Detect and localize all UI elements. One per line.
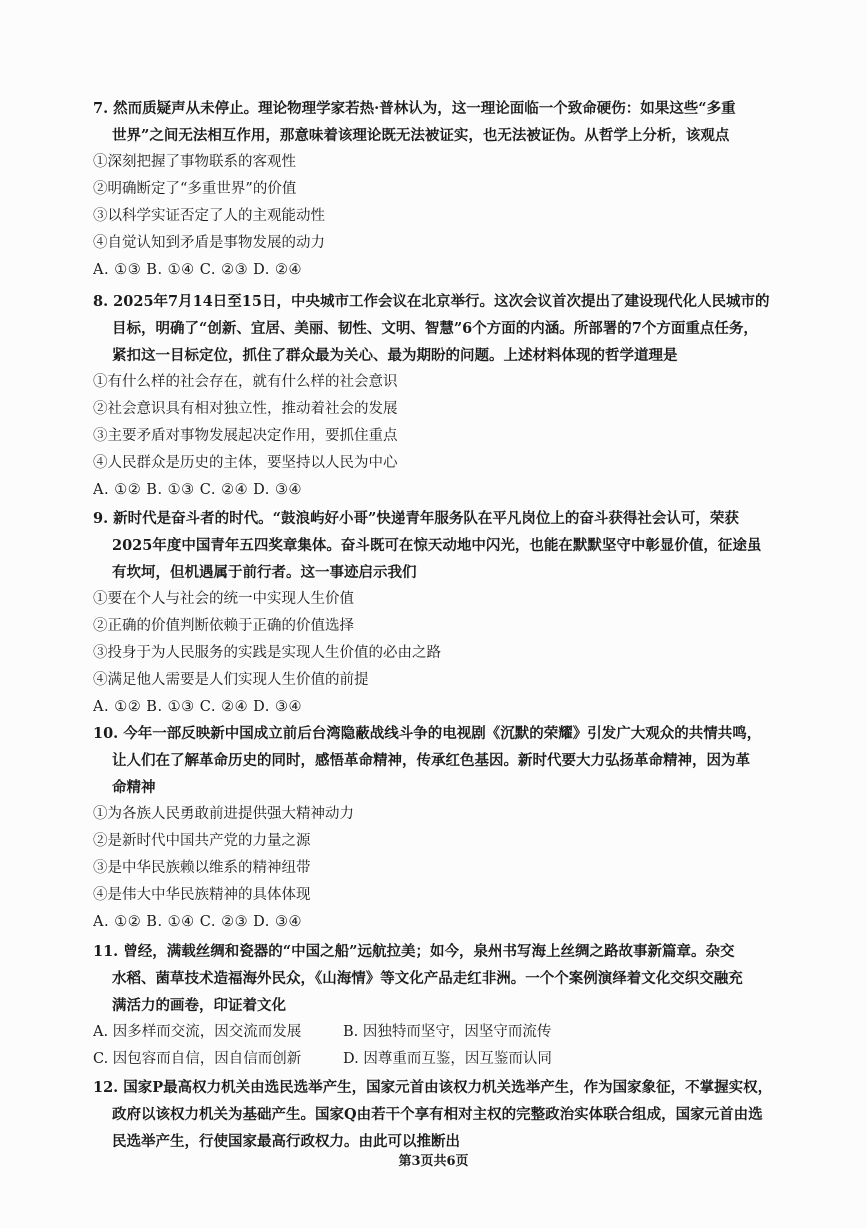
statement-2: ②正确的价值判断依赖于正确的价值选择 — [93, 618, 354, 634]
answer-choices-row — [93, 1019, 793, 1046]
statement-1: ①深刻把握了事物联系的客观性 — [93, 154, 296, 170]
answer-choices: A. ①③ B. ①④ C. ②③ D. ②④ — [93, 262, 303, 278]
question-stem-line: 8. 2025年7月14日至15日，中央城市工作会议在北京举行。这次会议首次提出了建设现代化人民城市的 — [93, 293, 770, 310]
statement-3: ③是中华民族赖以维系的精神纽带 — [93, 860, 311, 876]
question-stem-line: 9. 新时代是奋斗者的时代。“鼓浪屿好小哥”快递青年服务队在平凡岗位上的奋斗获得社会认可，荣获 — [93, 510, 739, 527]
statement-4: ④是伟大中华民族精神的具体体现 — [93, 887, 311, 903]
question-10 — [93, 720, 793, 936]
statement-1: ①要在个人与社会的统一中实现人生价值 — [93, 591, 354, 607]
question-stem-line: 7. 然而质疑声从未停止。理论物理学家若热·普林认为，这一理论面临一个致命硬伤：如果这些“多重 — [93, 100, 736, 117]
answer-choices: A. ①② B. ①④ C. ②③ D. ③④ — [93, 914, 303, 930]
question-stem-line: 目标，明确了“创新、宜居、美丽、韧性、文明、智慧”6个方面的内涵。所部署的7个方面重点任务， — [112, 320, 758, 337]
answer-choices-row — [93, 1046, 793, 1073]
question-stem-line: 政府以该权力机关为基础产生。国家Q由若干个享有相对主权的完整政治实体联合组成，国家元首由选 — [112, 1106, 763, 1123]
question-stem-line: 11. 曾经，满载丝绸和瓷器的“中国之船”远航拉美；如今，泉州书写海上丝绸之路故事新篇章。杂交 — [93, 943, 735, 960]
question-stem-line: 有坎坷，但机遇属于前行者。这一事迹启示我们 — [112, 564, 417, 581]
statement-3: ③主要矛盾对事物发展起决定作用，要抓住重点 — [93, 428, 398, 444]
answer-choices: A. ①② B. ①③ C. ②④ D. ③④ — [93, 699, 303, 715]
statement-4: ④自觉认知到矛盾是事物发展的动力 — [93, 235, 325, 251]
answer-choices: A. ①② B. ①③ C. ②④ D. ③④ — [93, 482, 303, 498]
question-stem-line: 水稻、菌草技术造福海外民众，《山海情》等文化产品走红非洲。一个个案例演绎着文化交织交融充 — [112, 970, 743, 987]
choice-b: B. 因独特而坚守，因坚守而流传 — [343, 1024, 552, 1040]
question-11 — [93, 938, 793, 1073]
question-stem-line: 世界”之间无法相互作用，那意味着该理论既无法被证实，也无法被证伪。从哲学上分析，该观点 — [112, 127, 730, 144]
question-stem-line: 紧扣这一目标定位，抓住了群众最为关心、最为期盼的问题。上述材料体现的哲学道理是 — [112, 347, 678, 364]
question-stem-line: 12. 国家P最高权力机关由选民选举产生，国家元首由该权力机关选举产生，作为国家象征，不掌握实权， — [93, 1079, 773, 1096]
statement-2: ②社会意识具有相对独立性，推动着社会的发展 — [93, 401, 398, 417]
question-8 — [93, 288, 793, 504]
page-footer: 第3页共6页 — [398, 1154, 469, 1169]
question-stem-line: 民选举产生，行使国家最高行政权力。由此可以推断出 — [112, 1133, 460, 1150]
question-stem-line: 命精神 — [112, 779, 156, 796]
statement-4: ④人民群众是历史的主体，要坚持以人民为中心 — [93, 455, 398, 471]
question-stem-line: 2025年度中国青年五四奖章集体。奋斗既可在惊天动地中闪光，也能在默默坚守中彰显价值，征途虽 — [112, 537, 762, 554]
question-9 — [93, 505, 793, 721]
statement-2: ②是新时代中国共产党的力量之源 — [93, 833, 311, 849]
statement-3: ③投身于为人民服务的实践是实现人生价值的必由之路 — [93, 645, 441, 661]
choice-a: A. 因多样而交流，因交流而发展 — [93, 1024, 302, 1040]
statement-3: ③以科学实证否定了人的主观能动性 — [93, 208, 325, 224]
statement-1: ①为各族人民勇敢前进提供强大精神动力 — [93, 806, 354, 822]
question-stem-line: 满活力的画卷，印证着文化 — [112, 997, 286, 1014]
question-12 — [93, 1074, 793, 1155]
choice-d: D. 因尊重而互鉴，因互鉴而认同 — [343, 1051, 552, 1067]
question-stem-line: 让人们在了解革命历史的同时，感悟革命精神，传承红色基因。新时代要大力弘扬革命精神，因为革 — [112, 752, 750, 769]
question-7 — [93, 95, 793, 284]
question-stem-line: 10. 今年一部反映新中国成立前后台湾隐蔽战线斗争的电视剧《沉默的荣耀》引发广大观众的共情共鸣， — [93, 725, 762, 742]
statement-1: ①有什么样的社会存在，就有什么样的社会意识 — [93, 374, 398, 390]
choice-c: C. 因包容而自信，因自信而创新 — [93, 1051, 302, 1067]
statement-4: ④满足他人需要是人们实现人生价值的前提 — [93, 672, 369, 688]
statement-2: ②明确断定了“多重世界”的价值 — [93, 181, 297, 197]
